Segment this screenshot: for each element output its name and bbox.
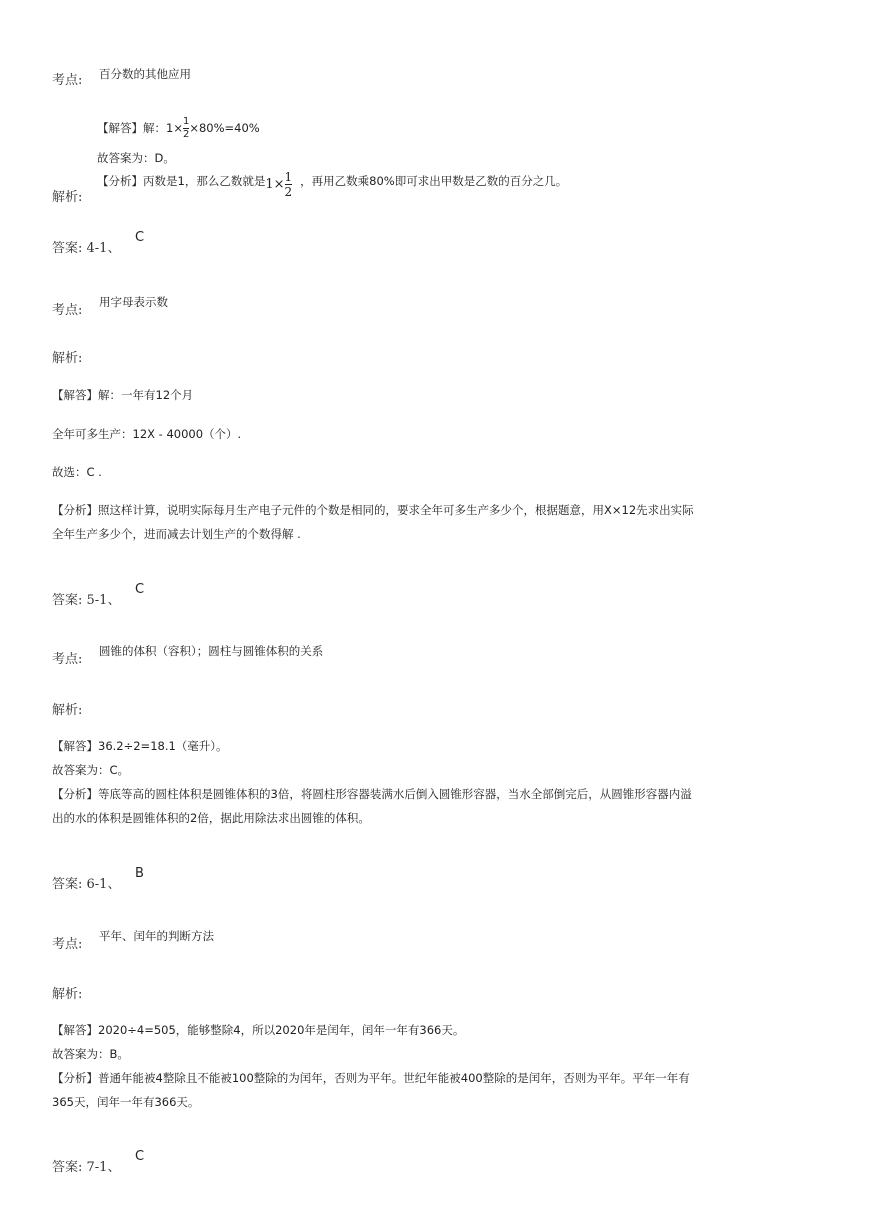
jiexi-label-4: 解析: bbox=[52, 351, 83, 366]
guxuan-4: 故选：C . bbox=[52, 465, 102, 479]
guda-5: 故答案为：C。 bbox=[52, 763, 130, 777]
jiexi-label-5: 解析: bbox=[52, 703, 83, 718]
calc-line-4: 全年可多生产：12X - 40000（个）. bbox=[52, 427, 242, 441]
jiexi-label-6: 解析: bbox=[52, 987, 83, 1002]
answer-letter-7: C bbox=[135, 1149, 145, 1164]
fenxi-line-4b: 全年生产多少个，进而减去计划生产的个数得解 . bbox=[52, 527, 301, 541]
jieda-prefix-3: 【解答】解：1× bbox=[97, 121, 183, 135]
kaodian-label-3: 考点: bbox=[52, 73, 83, 88]
guda-3: 故答案为：D。 bbox=[97, 151, 175, 165]
jiexi-label-3: 解析: bbox=[52, 190, 83, 205]
fenxi-line-6b: 365天，闰年一年有366天。 bbox=[52, 1095, 200, 1109]
jieda-suffix-3: ×80%=40% bbox=[189, 121, 260, 135]
kaodian-text-4: 用字母表示数 bbox=[99, 295, 168, 309]
fenxi-line-3 bbox=[97, 168, 568, 199]
fenxi-expr-3: 1× bbox=[265, 177, 285, 192]
guda-6: 故答案为：B。 bbox=[52, 1047, 129, 1061]
jieda-line-6: 【解答】2020÷4=505，能够整除4，所以2020年是闰年，闰年一年有366天。 bbox=[52, 1023, 465, 1037]
kaodian-label-6: 考点: bbox=[52, 937, 83, 952]
jieda-line-3 bbox=[97, 117, 260, 140]
jieda-line-5: 【解答】36.2÷2=18.1（毫升）。 bbox=[52, 739, 228, 753]
answer-label-6: 答案: 6-1、 bbox=[52, 877, 121, 892]
answer-label-5: 答案: 5-1、 bbox=[52, 593, 121, 608]
kaodian-label-4: 考点: bbox=[52, 303, 83, 318]
fenxi-line-4a: 【分析】照这样计算，说明实际每月生产电子元件的个数是相同的，要求全年可多生产多少个，根据题意，用X×12先求出实际 bbox=[52, 503, 694, 517]
fenxi-suffix-3: ，再用乙数乘80%即可求出甲数是乙数的百分之几。 bbox=[300, 174, 568, 188]
answer-letter-5: C bbox=[135, 582, 145, 597]
fraction-3a: $\frac{1}{2}$ bbox=[182, 116, 190, 140]
fenxi-line-6a: 【分析】普通年能被4整除且不能被100整除的为闰年，否则为平年。世纪年能被400整除的是闰年，否则为平年。平年一年有 bbox=[52, 1071, 690, 1085]
fenxi-line-5a: 【分析】等底等高的圆柱体积是圆锥体积的3倍，将圆柱形容器装满水后倒入圆锥形容器，当水全部倒完后，从圆锥形容器内溢 bbox=[52, 787, 692, 801]
answer-label-7: 答案: 7-1、 bbox=[52, 1160, 121, 1175]
kaodian-text-5: 圆锥的体积（容积）；圆柱与圆锥体积的关系 bbox=[99, 644, 324, 658]
kaodian-text-6: 平年、闰年的判断方法 bbox=[99, 929, 214, 943]
answer-letter-4: C bbox=[135, 230, 145, 245]
kaodian-label-5: 考点: bbox=[52, 652, 83, 667]
answer-letter-6: B bbox=[135, 866, 144, 881]
jieda-line-4: 【解答】解：一年有12个月 bbox=[52, 388, 194, 402]
fenxi-line-5b: 出的水的体积是圆锥体积的2倍，据此用除法求出圆锥的体积。 bbox=[52, 811, 370, 825]
kaodian-text-3: 百分数的其他应用 bbox=[99, 67, 191, 81]
fenxi-prefix-3: 【分析】丙数是1，那么乙数就是 bbox=[97, 174, 266, 188]
answer-label-4: 答案: 4-1、 bbox=[52, 241, 121, 256]
fraction-3b: $\frac{1}{2}$ bbox=[284, 170, 293, 199]
